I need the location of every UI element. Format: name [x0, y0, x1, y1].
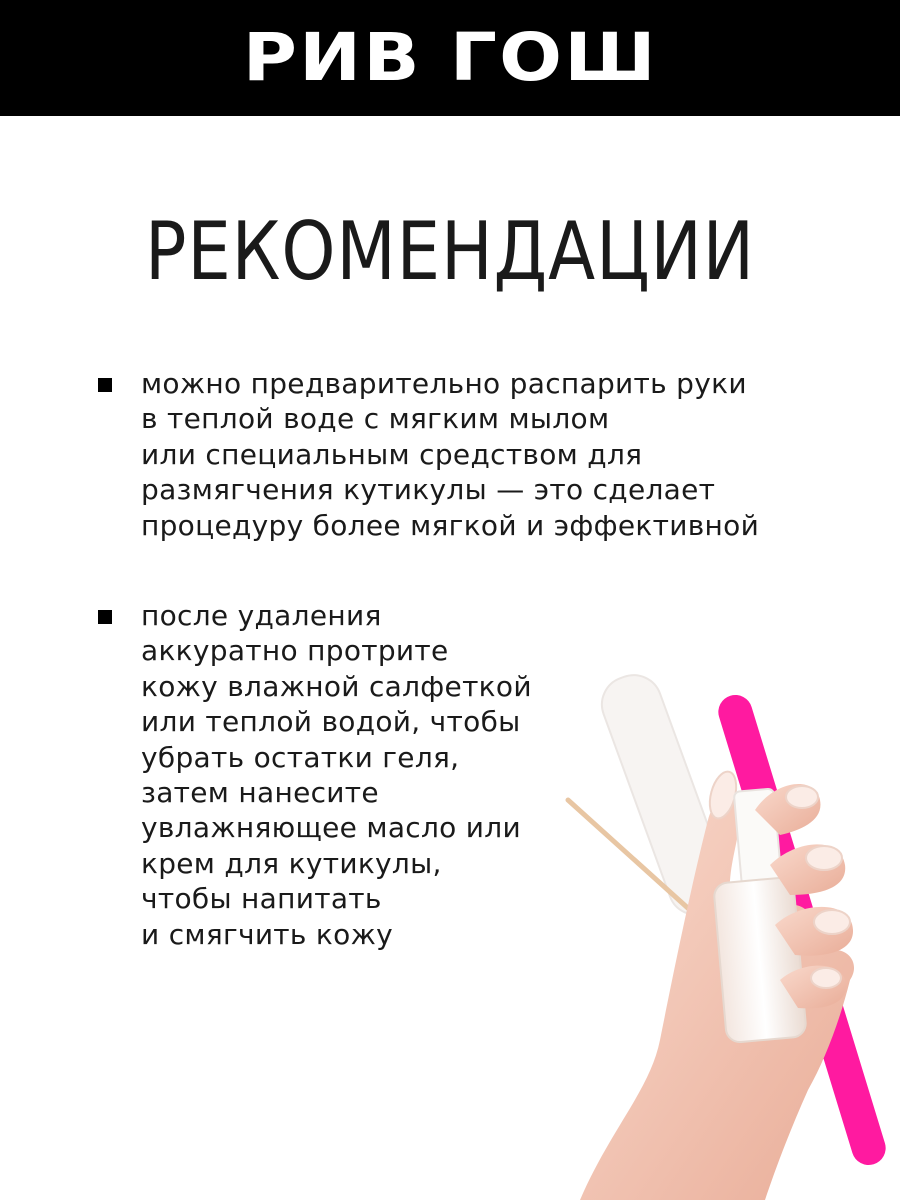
- bullet-square-icon: [98, 610, 112, 624]
- brand-logo: РИВ ГОШ: [242, 19, 658, 96]
- tip-item: [98, 598, 532, 952]
- bullet-square-icon: [98, 378, 112, 392]
- brand-header: [0, 0, 900, 116]
- tip-text: после удаления аккуратно протрите кожу влажной салфеткой или теплой водой, чтобы убрать остатки геля, затем нанесите увлажняющее масло или крем для кутикулы, чтобы напитать и смягчить кожу: [141, 599, 532, 951]
- tip-text: можно предварительно распарить руки в теплой воде с мягким мылом или специальным средством для размягчения кутикулы — это сделает процедуру более мягкой и эффективной: [141, 367, 760, 542]
- page-title: РЕКОМЕНДАЦИИ: [144, 205, 756, 298]
- hand-with-nail-polish-illustration: [540, 660, 900, 1200]
- tip-item: [98, 366, 759, 543]
